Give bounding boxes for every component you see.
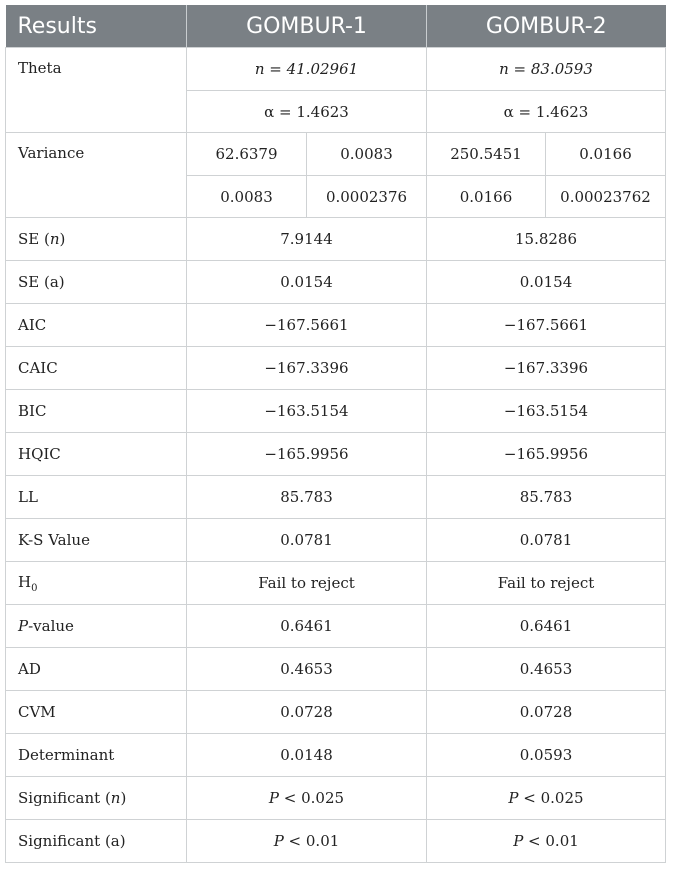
table-row: [6, 433, 666, 476]
value-g1: 0.0148: [187, 734, 427, 777]
table-row: [6, 218, 666, 261]
value-g1: −165.9956: [187, 433, 427, 476]
variance-g2-22: 0.00023762: [546, 176, 666, 218]
table-row-variance-1: [6, 133, 666, 176]
value-g2: 0.0154: [427, 261, 666, 304]
table-row: [6, 605, 666, 648]
variance-g1-21: 0.0083: [187, 176, 307, 218]
table-row: [6, 691, 666, 734]
row-label-variance: Variance: [6, 133, 187, 218]
row-label: CAIC: [6, 347, 187, 390]
table-row: [6, 562, 666, 605]
value-g2: −167.5661: [427, 304, 666, 347]
value-g2: −167.3396: [427, 347, 666, 390]
header-gombur-1: GOMBUR-1: [187, 5, 427, 48]
theta-g2-n: n = 83.0593: [427, 48, 666, 91]
value-g2: 0.0781: [427, 519, 666, 562]
row-label: AD: [6, 648, 187, 691]
table-row: [6, 304, 666, 347]
value-g1: 0.0154: [187, 261, 427, 304]
theta-g1-n: n = 41.02961: [187, 48, 427, 91]
table-row: [6, 261, 666, 304]
header-results: Results: [6, 5, 187, 48]
value-g1: −167.3396: [187, 347, 427, 390]
table-row: [6, 519, 666, 562]
theta-g1-alpha: α = 1.4623: [187, 91, 427, 133]
row-label: BIC: [6, 390, 187, 433]
value-g2: 0.0728: [427, 691, 666, 734]
value-g2: 0.0593: [427, 734, 666, 777]
value-g1: P < 0.025: [187, 777, 427, 820]
value-g1: 7.9144: [187, 218, 427, 261]
row-label: $H_0$: [6, 562, 187, 605]
value-g2: 0.4653: [427, 648, 666, 691]
value-g2: P < 0.025: [427, 777, 666, 820]
table-row: [6, 648, 666, 691]
value-g1: −163.5154: [187, 390, 427, 433]
value-g2: −165.9956: [427, 433, 666, 476]
row-label: Significant (a): [6, 820, 187, 863]
value-g2: 85.783: [427, 476, 666, 519]
value-g2: −163.5154: [427, 390, 666, 433]
variance-g2-11: 250.5451: [427, 133, 546, 176]
header-gombur-2: GOMBUR-2: [427, 5, 666, 48]
table-row: [6, 777, 666, 820]
table-row: [6, 734, 666, 777]
value-g2: Fail to reject: [427, 562, 666, 605]
value-g1: P < 0.01: [187, 820, 427, 863]
variance-g2-12: 0.0166: [546, 133, 666, 176]
row-label-theta: Theta: [6, 48, 187, 133]
table-row: [6, 476, 666, 519]
value-g2: P < 0.01: [427, 820, 666, 863]
value-g1: 0.0728: [187, 691, 427, 734]
value-g1: 0.6461: [187, 605, 427, 648]
results-table-container: [5, 5, 665, 863]
header-row: [6, 5, 666, 48]
row-label: AIC: [6, 304, 187, 347]
row-label: SE (a): [6, 261, 187, 304]
value-g1: 85.783: [187, 476, 427, 519]
variance-g1-22: 0.0002376: [307, 176, 427, 218]
theta-g2-alpha: α = 1.4623: [427, 91, 666, 133]
row-label: P-value: [6, 605, 187, 648]
table-row: [6, 347, 666, 390]
table-row: [6, 390, 666, 433]
value-g1: 0.0781: [187, 519, 427, 562]
results-table: [5, 5, 666, 863]
row-label: Significant (n): [6, 777, 187, 820]
row-label: HQIC: [6, 433, 187, 476]
variance-g1-11: 62.6379: [187, 133, 307, 176]
row-label: SE (n): [6, 218, 187, 261]
row-label: CVM: [6, 691, 187, 734]
variance-g2-21: 0.0166: [427, 176, 546, 218]
row-label: K-S Value: [6, 519, 187, 562]
row-label: Determinant: [6, 734, 187, 777]
variance-g1-12: 0.0083: [307, 133, 427, 176]
value-g1: Fail to reject: [187, 562, 427, 605]
table-row: [6, 820, 666, 863]
value-g1: −167.5661: [187, 304, 427, 347]
row-label: LL: [6, 476, 187, 519]
value-g1: 0.4653: [187, 648, 427, 691]
value-g2: 15.8286: [427, 218, 666, 261]
value-g2: 0.6461: [427, 605, 666, 648]
table-row-theta-n: [6, 48, 666, 91]
